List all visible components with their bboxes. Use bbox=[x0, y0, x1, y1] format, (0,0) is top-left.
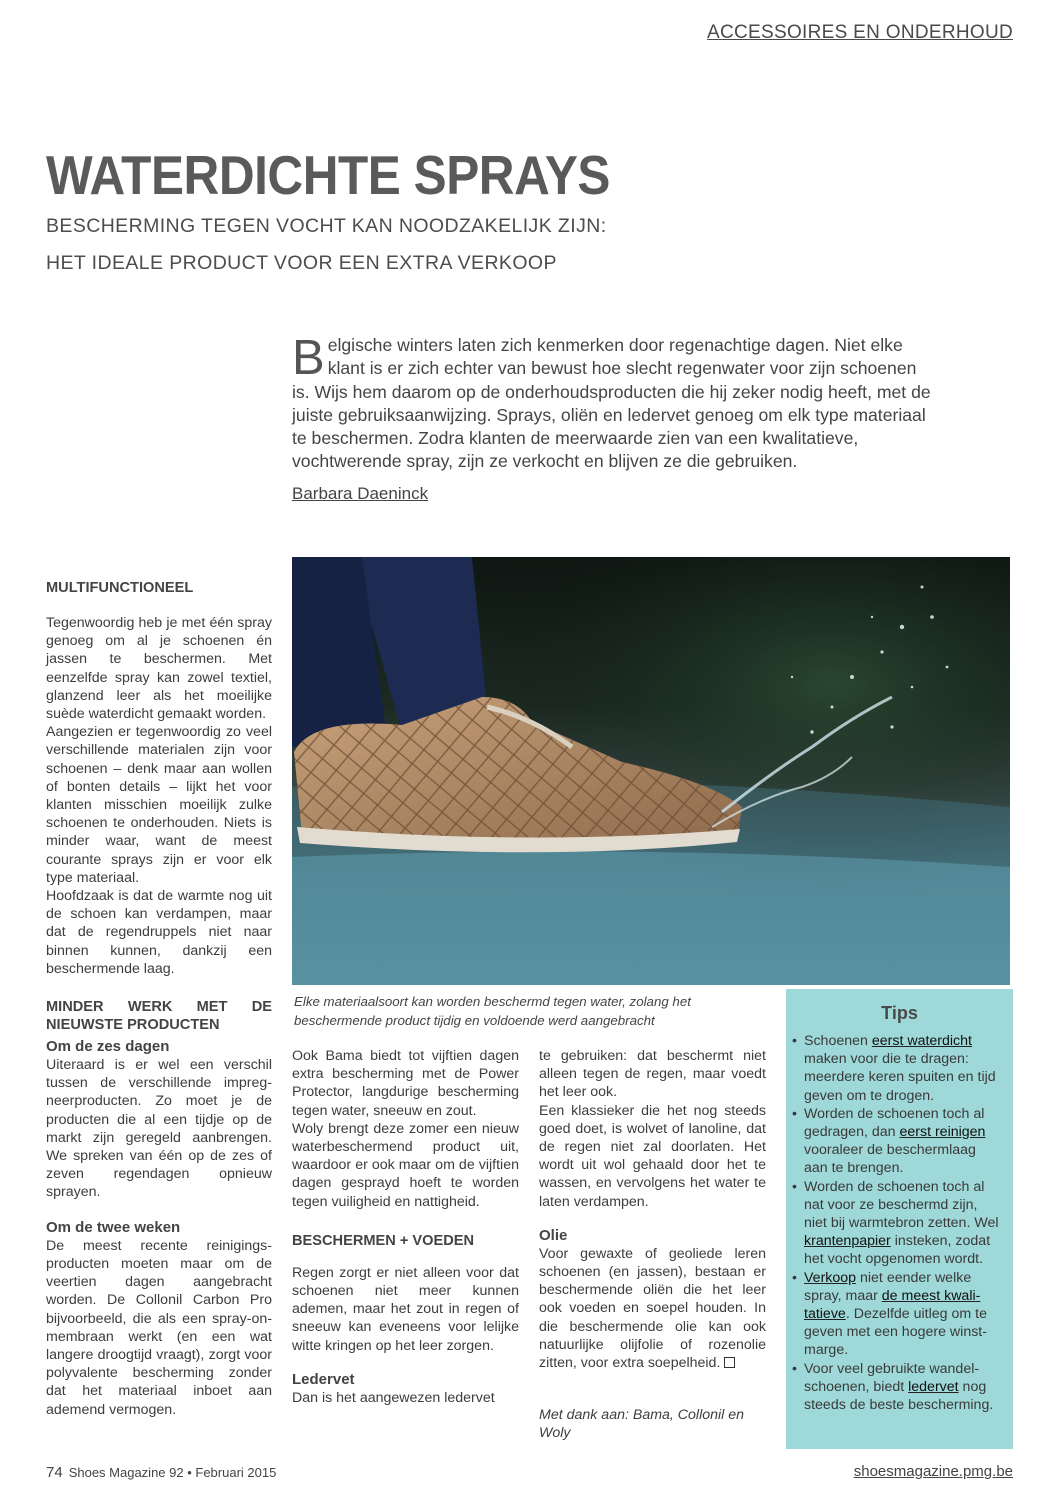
paragraph: Woly brengt deze zomer een nieuw waterbeschermend product uit, waardoor er ook maar om de vijftien dagen gesprayd hoeft te worden tegen vuiligheid en nattigheid. bbox=[292, 1120, 519, 1210]
intro-text: elgische winters laten zich kenmerken door regenachtige dagen. Niet elke klant is er zich echter van bewust hoe slecht regenwater voor zijn schoenen is. Wijs hem daarom op de onderhoudsproducten die hij zeker nodig heeft, met de juiste gebruiksaanwijzing. Sprays, oliën en ledervet genoeg om elk type materiaal te beschermen. Zodra klanten de meerwaarde zien van een kwalitatieve, vochtwerende spray, zijn ze verkocht en blijven ze die gebruiken. bbox=[292, 335, 931, 472]
paragraph: Tegenwoordig heb je met één spray genoeg om al je schoenen én jassen te beschermen. Met eenzelfde spray kan zowel textiel, glanzend leer als het moeilijke suède waterdicht gemaakt worden. bbox=[46, 615, 272, 723]
heading-multifunctioneel: MULTIFUNCTIONEEL bbox=[46, 580, 194, 596]
tips-box bbox=[786, 989, 1013, 1449]
end-mark-icon bbox=[724, 1357, 735, 1368]
tips-title: Tips bbox=[881, 1003, 918, 1023]
column-3 bbox=[539, 1047, 766, 1443]
paragraph: Regen zorgt er niet alleen voor dat schoenen niet meer kunnen ademen, maar het zout in regen of sneeuw kan eveneens voor lelijke witte kringen op het leer zorgen. bbox=[292, 1264, 519, 1354]
tip-item: • Worden de schoenen toch al gedragen, dan eerst reinigen vooraleer de beschermlaag aan te brengen. bbox=[792, 1105, 1003, 1178]
paragraph: Dan is het aangewezen ledervet bbox=[292, 1389, 495, 1406]
tip-item: • Worden de schoenen toch al nat voor ze beschermd zijn, niet bij warmtebron zetten. Wel krantenpapier insteken, zodat het vocht opgenomen wordt. bbox=[792, 1178, 1003, 1269]
sneaker-splash-photo bbox=[292, 557, 1010, 985]
tip-item: • Schoenen eerst waterdicht maken voor die te dragen: meerdere keren spuiten en tijd geven om te drogen. bbox=[792, 1032, 1003, 1105]
heading-beschermen-voeden: BESCHERMEN + VOEDEN bbox=[292, 1232, 475, 1249]
website-link[interactable]: shoesmagazine.pmg.be bbox=[853, 1463, 1013, 1480]
page-title: WATERDICHTE SPRAYS bbox=[46, 144, 610, 206]
subheading-olie: Olie bbox=[539, 1226, 568, 1244]
tip-item: • Verkoop niet eender welke spray, maar de meest kwalitatieve. Dezelfde uitleg om te geven met een hogere winstmarge. bbox=[792, 1269, 1003, 1360]
paragraph: te gebruiken: dat beschermt niet alleen tegen de regen, maar voedt het leer ook. bbox=[539, 1048, 766, 1101]
paragraph: Aangezien er tegenwoordig zo veel verschillende materialen zijn voor schoenen – denk maar aan wollen of bonten details – lijkt het voor klanten misschien moeilijk zulke schoenen te onderhouden. Niets is minder waar, want de meest courante sprays zijn er voor elk type materiaal. bbox=[46, 724, 272, 886]
drop-cap: B bbox=[292, 331, 325, 385]
page-number: 74 bbox=[46, 1464, 63, 1481]
footer-issue bbox=[46, 1464, 276, 1481]
column-1 bbox=[46, 579, 272, 1419]
paragraph: Voor gewaxte of geoliede leren schoenen (en jassen), bestaan er beschermende oliën die het leer ook voeden en soepel houden. In die beschermende olie kan ook natuurlijke olijfolie of rozenolie zitten, voor extra soepelheid. bbox=[539, 1245, 766, 1372]
paragraph: Ook Bama biedt tot vijftien dagen extra bescherming met de Power Protector, langdurige bescherming tegen water, sneeuw en zout. bbox=[292, 1048, 519, 1119]
intro-paragraph bbox=[292, 331, 938, 474]
subtitle-line-2: HET IDEALE PRODUCT VOOR EEN EXTRA VERKOOP bbox=[46, 252, 557, 274]
tips-list bbox=[786, 1032, 1013, 1414]
subheading-ledervet: Ledervet bbox=[292, 1370, 355, 1388]
subtitle-line-1: BESCHERMING TEGEN VOCHT KAN NOODZAKELIJK ZIJN: bbox=[46, 215, 607, 237]
author-byline: Barbara Daeninck bbox=[292, 484, 429, 503]
paragraph: De meest recente reinigingsproducten moeten maar om de veertien dagen aangebracht worden. De Collonil Carbon Pro bijvoorbeeld, die als een spray-on-membraan werkt (en een wat langere droogtijd vraagt), zorgt voor polyvalente bescherming zonder dat het materiaal inboet aan ademend vermogen. bbox=[46, 1237, 272, 1418]
paragraph: Hoofdzaak is dat de warmte nog uit de schoen kan verdampen, maar dat de regendruppels niet naar binnen kunnen, dankzij een beschermende laag. bbox=[46, 888, 272, 977]
heading-minder-werk: MINDER WERK MET DE NIEUWSTE PRODUCTEN bbox=[46, 999, 272, 1034]
subheading-twee-weken: Om de twee weken bbox=[46, 1218, 181, 1236]
photo-caption: Elke materiaalsoort kan worden beschermd tegen water, zolang het beschermende product tijdig en voldoende werd aangebracht bbox=[294, 994, 691, 1028]
subheading-zes-dagen: Om de zes dagen bbox=[46, 1038, 170, 1056]
tip-item: • Voor veel gebruikte wandelschoenen, biedt ledervet nog steeds de beste bescherming. bbox=[792, 1360, 1003, 1415]
column-2 bbox=[292, 1047, 519, 1407]
acknowledgement: Met dank aan: Bama, Collonil en Woly bbox=[539, 1407, 745, 1442]
paragraph: Een klassieker die het nog steeds goed doet, is wolvet of lanoline, dat de regen niet zal doorlaten. Het wordt uit wol gehaald door het te wassen, en vervolgens het water te laten verdampen. bbox=[539, 1102, 766, 1210]
section-label: ACCESSOIRES EN ONDERHOUD bbox=[707, 22, 1013, 43]
issue-info: Shoes Magazine 92 • Februari 2015 bbox=[68, 1465, 277, 1480]
paragraph: Uiteraard is er wel een verschil tussen de verschillende impregneerproducten. Zo moet je de producten die al een tijdje op de markt zijn geregeld aanbrengen. We spreken van één op de zes of zeven regendagen opnieuw sprayen. bbox=[46, 1057, 272, 1201]
